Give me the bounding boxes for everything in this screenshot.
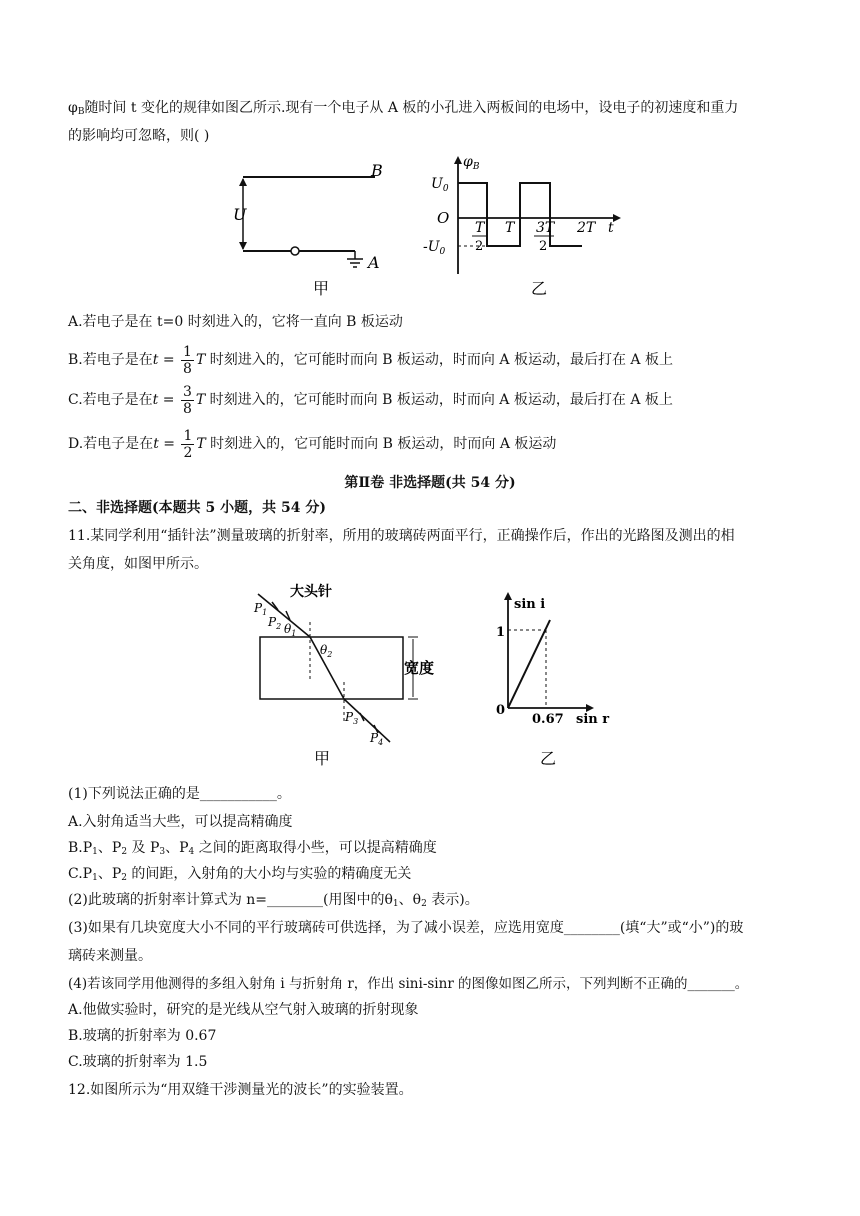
label-pin: 大头针 [290,584,332,600]
figure-1 [225,150,625,300]
fraction-1-2: $\frac{1}{2}$ [183,427,193,461]
intro-line-1-text: 随时间 t 变化的规律如图乙所示.现有一个电子从 A 板的小孔进入两板间的电场中，设电子的初速度和重力 [84,100,739,116]
figure-2 [250,582,620,772]
option-C: C.若电子是在t = $\frac{3}{8}$ T 时刻进入的，它可能时而向 B 板运动，时而向 A 板运动，最后打在 A 板上 [68,383,673,417]
label-3T-over-2-num: 3T [536,220,555,236]
q11-part-4-A: A.他做实验时，研究的是光线从空气射入玻璃的折射现象 [68,1002,419,1018]
caption-jia-2: 甲 [314,749,331,768]
q11-stem-line-2: 关角度，如图甲所示。 [68,556,208,572]
sin-r-arrow-icon [586,704,594,712]
caption-yi-2: 乙 [540,749,557,768]
glass-block [260,637,403,699]
label-neg-U0: $-U_0$ [423,239,446,257]
option-A: A.若电子是在 t=0 时刻进入的，它将一直向 B 板运动 [68,314,403,330]
phi-axis-arrow-icon [454,156,462,164]
label-t: t [608,220,614,236]
label-2T: 2T [577,220,596,236]
arrow-up-icon [239,178,247,186]
label-theta2: $\theta_2$ [320,643,333,659]
section-heading: 二、非选择题(本题共 5 小题，共 54 分) [68,500,326,516]
intro-line-2: 的影响均可忽略，则( ) [68,128,210,144]
label-P1: $P_1$ [254,601,268,617]
sin-i-arrow-icon [504,592,512,600]
fraction-3-8: $\frac{3}{8}$ [182,383,192,417]
glass-diagram [258,594,418,742]
tick-y-1: 1 [496,625,506,640]
q11-part-1-A: A.入射角适当大些，可以提高精确度 [68,814,293,830]
axis-phi-label: $\varphi_B$ [463,154,480,172]
phi-graph [454,156,621,274]
square-wave [458,183,582,246]
arrow-down-icon [239,242,247,250]
q11-part-3-line-2: 璃砖来测量。 [68,948,152,964]
label-B: B [371,161,383,180]
q11-part-1-C: $C.P_1$、$P_2$ 的间距，入射角的大小均与实验的精确度无关 [68,866,412,883]
label-O: O [437,209,450,227]
label-P2: $P_2$ [268,615,282,631]
label-theta1: $\theta_1$ [284,622,297,638]
axis-sin-r: sin r [576,712,610,727]
axis-sin-i: sin i [514,597,546,612]
q11-part-4-C: C.玻璃的折射率为 1.5 [68,1054,208,1070]
caption-yi-1: 乙 [531,279,548,298]
label-T-over-2-den: 2 [475,239,484,254]
hole-icon [291,247,299,255]
q11-part-4: (4)若该同学用他测得的多组入射角 i 与折射角 r，作出 sini-sinr 的图像如图乙所示，下列判断不正确的_______。 [68,976,749,992]
fraction-1-8: $\frac{1}{8}$ [183,343,192,377]
label-P4: $P_4$ [370,731,384,747]
q12-stem: 12.如图所示为“用双缝干涉测量光的波长”的实验装置。 [68,1082,413,1098]
label-T-over-2-num: T [475,220,485,236]
label-T: T [505,220,515,236]
time-axis-arrow-icon [613,214,621,222]
option-B: B.若电子是在t = $\frac{1}{8}$ T 时刻进入的，它可能时而向 B 板运动，时而向 A 板运动，最后打在 A 板上 [68,343,673,377]
tick-origin: 0 [496,703,506,718]
data-line [508,620,550,708]
q11-part-2: (2)此玻璃的折射率计算式为 n=________(用图中的$\theta_1$、$\theta_2$ 表示)。 [68,892,479,909]
option-D: D.若电子是在t = $\frac{1}{2}$ T 时刻进入的，它可能时而向 B 板运动，时而向 A 板运动 [68,427,557,461]
tick-x-067: 0.67 [532,712,564,727]
section-title: 第Ⅱ卷 非选择题(共 54 分) [344,475,516,491]
q11-part-3-line-1: (3)如果有几块宽度大小不同的平行玻璃砖可供选择，为了减小误差，应选用宽度________(填“大”或“小”)的玻 [68,920,744,936]
label-P3: $P_3$ [345,710,359,726]
q11-part-1-B: $B.P_1$、$P_2$ 及 $P_3$、$P_4$ 之间的距离取得小些，可以提高精确度 [68,840,437,857]
label-U0: $U_0$ [431,176,449,194]
phi-subscript: B [77,107,85,117]
plates-diagram [239,177,375,267]
label-3T-over-2-den: 2 [539,239,548,254]
q11-part-1: (1)下列说法正确的是___________。 [68,786,291,802]
q11-part-4-B: B.玻璃的折射率为 0.67 [68,1028,217,1044]
label-U: U [233,205,247,224]
intro-line-1: $\varphi_B$随时间 t 变化的规律如图乙所示.现有一个电子从 A 板的小孔进入两板间的电场中，设电子的初速度和重力 [68,100,739,117]
label-width: 宽度 [404,659,435,677]
q11-stem-line-1: 11.某同学利用“插针法”测量玻璃的折射率，所用的玻璃砖两面平行，正确操作后，作出的光路图及测出的相 [68,528,735,544]
label-A: A [368,253,380,272]
caption-jia-1: 甲 [313,279,330,298]
